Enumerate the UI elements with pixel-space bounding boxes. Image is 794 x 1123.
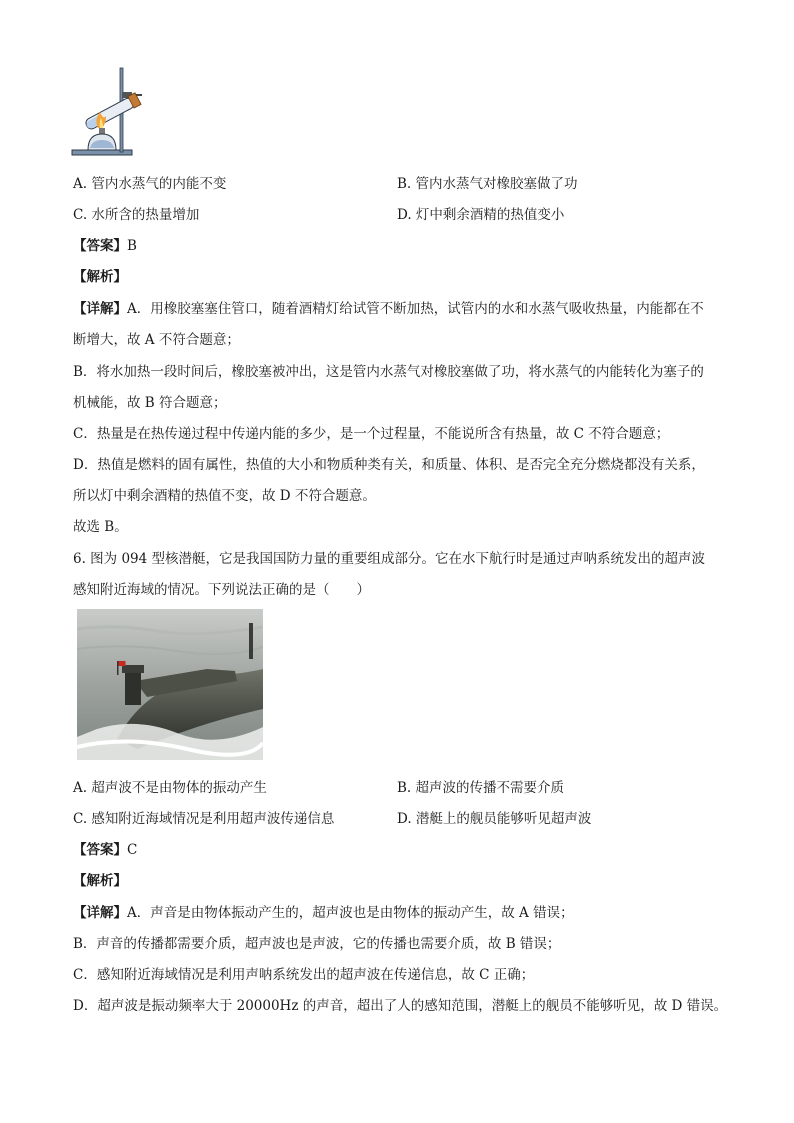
- q6-detail-line-2: B．声音的传播都需要介质，超声波也是声波，它的传播也需要介质，故 B 错误；: [73, 936, 561, 952]
- q5-conclusion: 故选 B。: [73, 519, 128, 535]
- q5-detail-line-6: D．热值是燃料的固有属性，热值的大小和物质种类有关，和质量、体积、是否完全充分燃烧都没有关系，: [73, 457, 705, 473]
- q5-option-d: D. 灯中剩余酒精的热值变小: [397, 207, 565, 223]
- q6-answer: [73, 838, 137, 858]
- q6-stem-line-1: 6. 图为 094 型核潜艇，它是我国国防力量的重要组成部分。它在水下航行时是通过声呐系统发出的超声波: [73, 551, 706, 567]
- q5-detail-line-1: 【详解】A．用橡胶塞塞住管口，随着酒精灯给试管不断加热，试管内的水和水蒸气吸收热量，内能都在不: [73, 301, 704, 317]
- q5-detail-line-3: B．将水加热一段时间后，橡胶塞被冲出，这是管内水蒸气对橡胶塞做了功，将水蒸气的内能转化为塞子的: [73, 364, 704, 380]
- q6-detail-line-1: 【详解】A．声音是由物体振动产生的，超声波也是由物体的振动产生，故 A 错误；: [73, 905, 574, 921]
- q6-answer-label: 【答案】: [73, 842, 127, 858]
- q6-detail-line-4: D．超声波是振动频率大于 20000Hz 的声音，超出了人的感知范围，潜艇上的舰员不能够听见，故 D 错误。: [73, 998, 728, 1014]
- q6-option-c: C. 感知附近海域情况是利用超声波传递信息: [73, 811, 335, 827]
- q5-analysis-label: 【解析】: [73, 269, 127, 285]
- q5-answer-label: 【答案】: [73, 238, 127, 254]
- q6-stem-line-2: 感知附近海域的情况。下列说法正确的是（ ）: [73, 582, 370, 598]
- q5-option-a: A. 管内水蒸气的内能不变: [73, 176, 227, 192]
- q6-detail-line-3: C．感知附近海域情况是利用声呐系统发出的超声波在传递信息，故 C 正确；: [73, 967, 535, 983]
- q5-option-b: B. 管内水蒸气对橡胶塞做了功: [397, 176, 578, 192]
- q6-analysis-label: 【解析】: [73, 873, 127, 889]
- q6-option-d: D. 潜艇上的舰员能够听见超声波: [397, 811, 592, 827]
- q5-detail-line-5: C．热量是在热传递过程中传递内能的多少，是一个过程量，不能说所含有热量，故 C 不符合题意；: [73, 426, 670, 442]
- q5-detail-label: 【详解】: [73, 301, 127, 317]
- q5-detail-line-4: 机械能，故 B 符合题意；: [73, 395, 227, 411]
- q6-detail-label: 【详解】: [73, 905, 127, 921]
- q5-answer-value: B: [127, 238, 137, 254]
- q5-option-c: C. 水所含的热量增加: [73, 207, 200, 223]
- q5-detail-line-7: 所以灯中剩余酒精的热值不变，故 D 不符合题意。: [73, 488, 376, 504]
- q5-detail-line-2: 断增大，故 A 不符合题意；: [73, 332, 240, 348]
- submarine-photo: [77, 609, 263, 760]
- q5-answer: [73, 234, 137, 254]
- q6-option-a: A. 超声波不是由物体的振动产生: [73, 780, 267, 796]
- q6-option-b: B. 超声波的传播不需要介质: [397, 780, 565, 796]
- apparatus-figure: [70, 66, 150, 158]
- q6-answer-value: C: [127, 842, 138, 858]
